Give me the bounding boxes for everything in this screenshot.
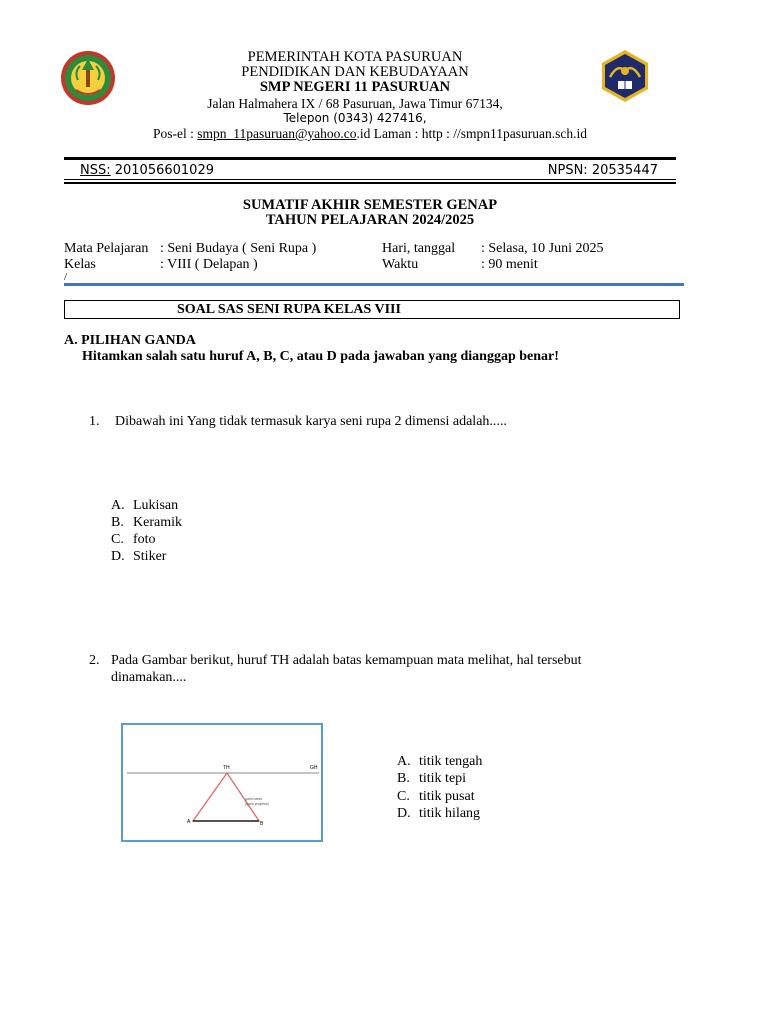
class-label: Kelas [64,257,96,272]
time-value: : 90 menit [481,257,538,272]
header-school-name: SMP NEGERI 11 PASURUAN [259,79,451,95]
header-address: Jalan Halmahera IX / 68 Pasuruan, Jawa Timur 67134, [207,96,503,111]
option-key: B. [111,515,124,530]
note-1: garis bantu [245,797,263,801]
subject-value: : Seni Budaya ( Seni Rupa ) [160,241,317,256]
nss-value: 201056601029 [110,163,214,178]
website-text: .id Laman : http : //smpn11pasuruan.sch.id [356,126,588,141]
label-a: A [187,819,191,825]
question-2-number: 2. [89,653,100,668]
question-1-text: Dibawah ini Yang tidak termasuk karya seni rupa 2 dimensi adalah..... [115,414,507,429]
label-th: TH [223,765,230,771]
option-key: A. [111,498,125,513]
option-text: foto [133,532,156,547]
option-text: titik hilang [419,806,481,821]
nss-label: NSS: [80,163,111,178]
q1-option-c[interactable] [111,532,156,548]
subject-label: Mata Pelajaran [64,241,149,256]
question-2-text-line2: dinamakan.... [111,670,187,685]
email-link[interactable]: smpn_11pasuruan@yahoo.co [197,126,357,141]
q2-option-d[interactable] [397,806,480,822]
stray-mark: / [64,271,68,283]
perspective-figure [121,723,323,842]
section-heading: A. PILIHAN GANDA [64,333,196,348]
header-rule-mid [64,179,676,180]
label-gh: GH [310,765,318,771]
header-phone: Telepon (0343) 427416, [283,111,427,125]
option-text: Stiker [133,549,167,564]
section-instruction: Hitamkan salah satu huruf A, B, C, atau D pada jawaban yang dianggap benar! [82,349,559,364]
q1-option-d[interactable] [111,549,166,565]
header-rule-bottom [64,182,676,184]
option-key: A. [397,754,411,769]
note-2: (garis proyeksi) [245,802,269,806]
exam-year: TAHUN PELAJARAN 2024/2025 [265,212,475,228]
q2-option-a[interactable] [397,754,482,770]
section-title-box [64,300,680,319]
option-text: titik pusat [419,789,475,804]
option-key: D. [397,806,411,821]
exam-title: SUMATIF AKHIR SEMESTER GENAP [242,197,498,213]
tut-wuri-handayani-emblem [600,49,650,103]
header-government: PEMERINTAH KOTA PASURUAN [247,49,463,65]
day-label: Hari, tanggal [382,241,456,256]
label-b: B [260,821,264,827]
section-title: SOAL SAS SENI RUPA KELAS VIII [177,302,401,317]
time-label: Waktu [382,257,419,272]
day-value: : Selasa, 10 Juni 2025 [481,241,604,256]
option-key: C. [397,789,410,804]
q1-option-b[interactable] [111,515,182,531]
option-text: Keramik [133,515,182,530]
option-key: B. [397,771,410,786]
option-text: Lukisan [133,498,179,513]
email-label: Pos-el : [152,126,198,141]
header-department: PENDIDIKAN DAN KEBUDAYAAN [241,64,469,80]
q2-option-b[interactable] [397,771,466,787]
option-text: titik tepi [419,771,467,786]
blue-divider [64,283,684,286]
q2-option-c[interactable] [397,789,475,805]
header-contact [100,125,640,142]
option-key: C. [111,532,124,547]
pasuruan-city-emblem [60,50,116,106]
header-rule-top [64,157,676,160]
option-key: D. [111,549,125,564]
question-1-number: 1. [89,414,100,429]
class-value: : VIII ( Delapan ) [160,257,258,272]
option-text: titik tengah [419,754,483,769]
npsn-value: NPSN: 20535447 [547,163,658,178]
q1-option-a[interactable] [111,498,178,514]
question-2-text-line1: Pada Gambar berikut, huruf TH adalah batas kemampuan mata melihat, hal tersebut [111,653,582,668]
